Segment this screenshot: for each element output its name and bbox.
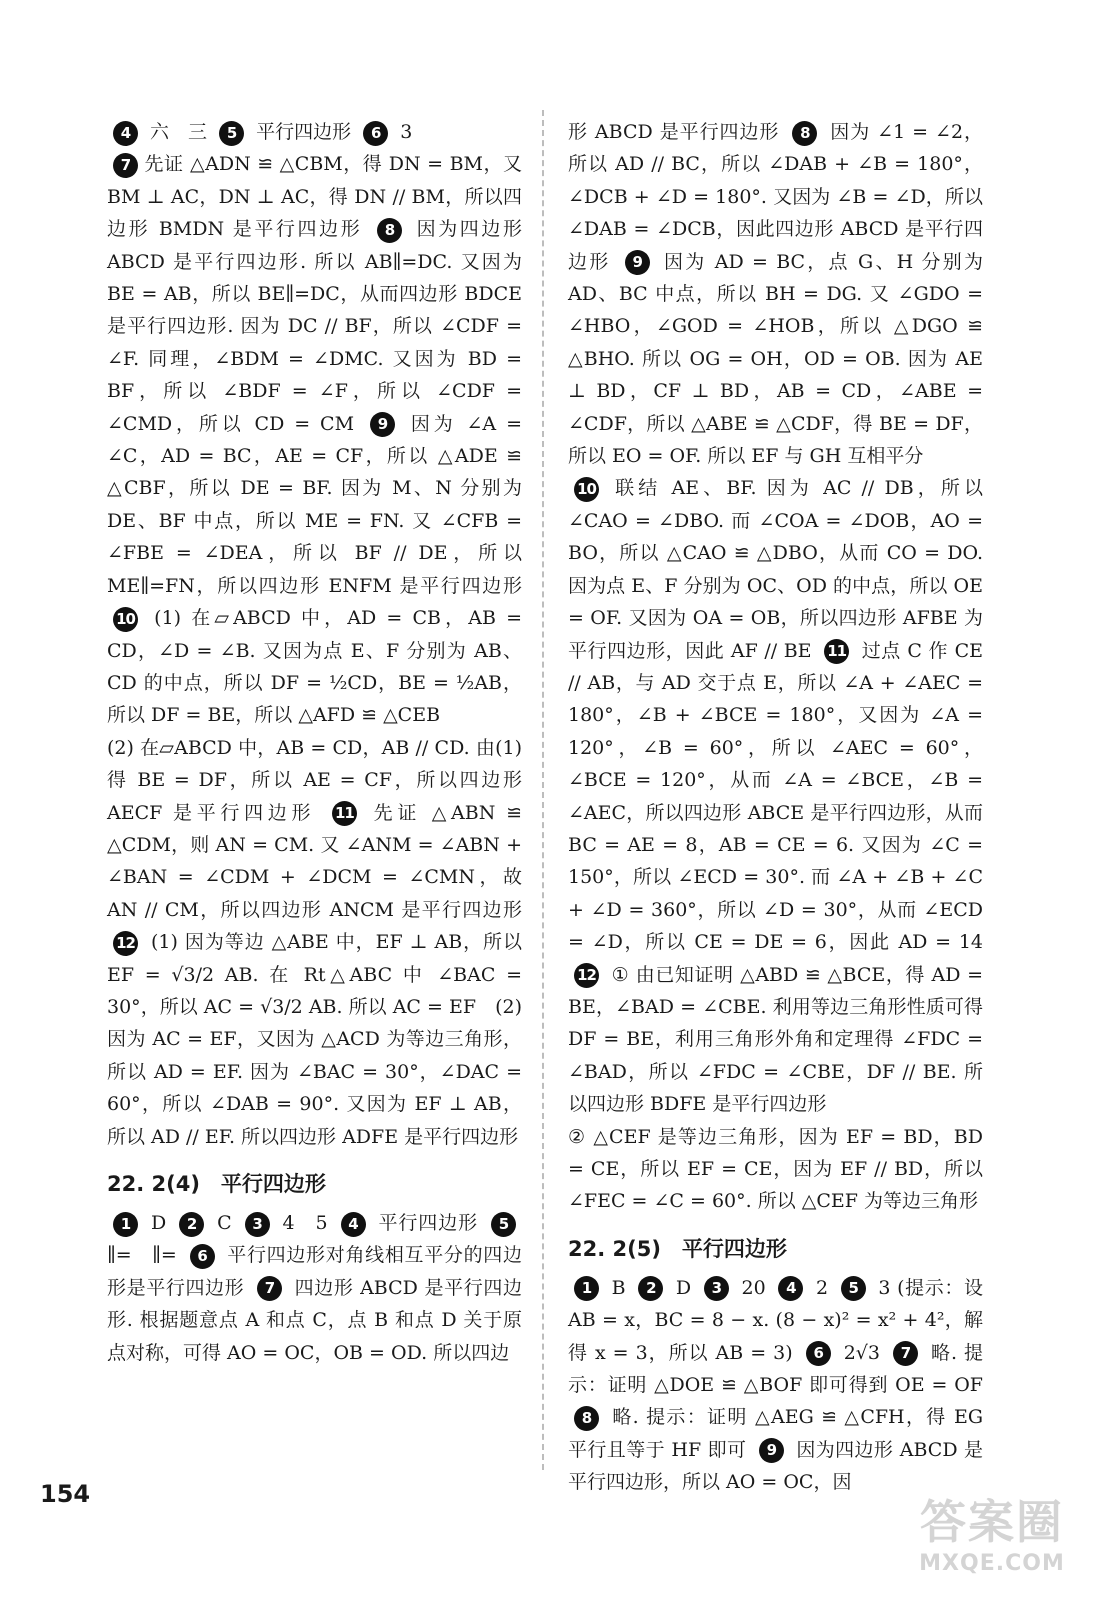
question-number-badge: 2 (638, 1276, 663, 1301)
question-number-badge: 4 (778, 1276, 803, 1301)
answer-paragraph (107, 148, 522, 731)
question-number-badge: 8 (792, 121, 817, 146)
question-number-badge: 7 (257, 1276, 282, 1301)
question-number-badge: 1 (574, 1276, 599, 1301)
question-number-badge: 6 (190, 1244, 215, 1269)
answer-text: 2 (809, 1276, 835, 1299)
answer-text: 平行四边形 (371, 1212, 485, 1234)
answer-paragraph (568, 116, 983, 472)
question-number-badge: 1 (113, 1212, 138, 1237)
question-number-badge: 3 (245, 1212, 270, 1237)
answer-text: 先证 △ABN ≌ △CDM，则 AN = CM. 又 ∠ANM = ∠ABN + ∠BAN = ∠CDM + ∠DCM = ∠CMN，故 AN // CM，所以四边形 ANCM 是平行四边形 (107, 801, 522, 921)
question-number-badge: 12 (113, 931, 138, 956)
answer-text: 联结 AE、BF. 因为 AC // DB，所以 ∠CAO = ∠DBO. 而 ∠COA = ∠DOB，AO = BO，所以 △CAO ≌ △DBO，从而 CO = DO. 因为点 E、F 分别为 OC、OD 的中点，所以 OE = OF. 又因为 OA = OB，所以四边形 AFBE 为平行四边形，因此 AF // BE (568, 477, 983, 662)
answer-text: C (210, 1212, 239, 1234)
question-number-badge: 4 (341, 1212, 366, 1237)
question-number-badge: 5 (841, 1276, 866, 1301)
column-divider (542, 110, 544, 1470)
question-number-badge: 8 (377, 218, 402, 243)
section-title: 22. 2(5) 平行四边形 (568, 1236, 787, 1261)
answer-text: 略. 提示：证明 △AEG ≌ △CFH，得 EG 平行且等于 HF 即可 (568, 1406, 983, 1461)
answer-text: 平行四边形对角线相互平分的四边形是平行四边形 (107, 1244, 523, 1299)
answer-text: (1) 在▱ABCD 中，AD = CB，AB = CD，∠D = ∠B. 又因为点 E、F 分别为 AB、CD 的中点，所以 DF = ½CD，BE = ½AB，所以 DF = BE，所以 △AFD ≌ △CEB (107, 607, 522, 727)
answer-text: 六 三 (144, 121, 214, 143)
answer-text: (1) 因为等边 △ABE 中，EF ⊥ AB，所以 EF = √3/2 AB. 在 Rt△ABC 中 ∠BAC = 30°，所以 AC = √3/2 AB. 所以 AC = EF (2) 因为 AC = EF，又因为 △ACD 为等边三角形，所以 AD = EF. 因为 ∠BAC = 30°，∠DAC = 60°，所以 ∠DAB = 90°. 又因为 EF ⊥ AB，所以 AD // EF. 所以四边形 ADFE 是平行四边形 (107, 931, 522, 1148)
answer-paragraph (568, 1121, 983, 1218)
answer-text: (2) 在▱ABCD 中，AB = CD，AB // CD. 由(1)得 BE = DF，所以 AE = CF，所以四边形 AECF 是平行四边形 (107, 736, 522, 824)
answer-text: 平行四边形 (250, 121, 358, 143)
question-number-badge: 5 (491, 1212, 516, 1237)
left-column (107, 116, 522, 1369)
question-number-badge: 10 (113, 607, 138, 632)
question-number-badge: 5 (219, 121, 244, 146)
question-number-badge: 3 (704, 1276, 729, 1301)
answer-text: D (669, 1276, 698, 1299)
answer-text: 因为四边形 ABCD 是平行四边形，所以 AO = OC，因 (568, 1438, 983, 1494)
answer-text: D (144, 1212, 174, 1234)
question-number-badge: 9 (370, 412, 395, 437)
question-number-badge: 2 (179, 1212, 204, 1237)
question-number-badge: 6 (806, 1341, 831, 1366)
question-number-badge: 11 (332, 801, 357, 826)
answer-paragraph (107, 1207, 522, 1369)
question-number-badge: 9 (759, 1438, 784, 1463)
answer-text: 20 (734, 1276, 773, 1299)
answer-text: 因为四边形 ABCD 是平行四边形. 所以 AB∥=DC. 又因为 BE = AB，所以 BE∥=DC，从而四边形 BDCE 是平行四边形. 因为 DC // BF，所以 ∠CDF = ∠F. 同理，∠BDM = ∠DMC. 又因为 BD = BF，所以 ∠BDF = ∠F，所以 ∠CDF = ∠CMD，所以 CD = CM (107, 218, 522, 435)
section-title: 22. 2(4) 平行四边形 (107, 1172, 326, 1196)
question-number-badge: 10 (574, 477, 599, 502)
answer-text: 3 (提示：设 AB = x，BC = 8 − x. (8 − x)² = x² + 4²，解得 x = 3，所以 AB = 3) (568, 1276, 984, 1364)
question-number-badge: 7 (113, 153, 138, 178)
question-number-badge: 12 (574, 963, 599, 988)
question-number-badge: 4 (113, 121, 138, 146)
answer-text: 先证 △ADN ≌ △CBM，得 DN = BM，又 BM ⊥ AC，DN ⊥ AC，得 DN // BM，所以四边形 BMDN 是平行四边形 (107, 153, 522, 241)
watermark-text: 答案圈 (920, 1495, 1064, 1549)
answer-paragraph (568, 1272, 983, 1499)
answer-text: 过点 C 作 CE // AB，与 AD 交于点 E，所以 ∠A + ∠AEC = 180°，∠B + ∠BCE = 180°，又因为 ∠A = 120°，∠B = 60°，所以 ∠AEC = 60°，∠BCE = 120°，从而 ∠A = ∠BCE，∠B = ∠AEC，所以四边形 ABCE 是平行四边形，从而 BC = AE = 8，AB = CE = 6. 又因为 ∠C = 150°，所以 ∠ECD = 30°. 而 ∠A + ∠B + ∠C + ∠D = 360°，所以 ∠D = 30°，从而 ∠ECD = ∠D，所以 CE = DE = 6，因此 AD = 14 (568, 639, 983, 954)
answer-text: 3 (394, 121, 413, 143)
answer-text: 因为 AD = BC，点 G、H 分别为 AD、BC 中点，所以 BH = DG. 又 ∠GDO = ∠HBO，∠GOD = ∠HOB，所以 △DGO ≌ △BHO. 所以 OG = OH，OD = OB. 因为 AE ⊥ BD，CF ⊥ BD，AB = CD，∠ABE = ∠CDF，所以 △ABE ≌ △CDF，得 BE = DF，所以 EO = OF. 所以 EF 与 GH 互相平分 (568, 250, 983, 468)
watermark-url: MXQE.COM (919, 1551, 1065, 1576)
answer-text: ∥= ∥= (107, 1244, 184, 1267)
answer-text: 四边形 ABCD 是平行四边形. 根据题意点 A 和点 C，点 B 和点 D 关于原点对称，可得 AO = OC，OB = OD. 所以四边 (107, 1276, 522, 1364)
answer-text: B (605, 1276, 633, 1299)
question-number-badge: 9 (625, 250, 650, 275)
answer-text: 形 ABCD 是平行四边形 (568, 121, 787, 143)
answer-text: 因为 ∠A = ∠C，AD = BC，AE = CF，所以 △ADE ≌ △CBF，所以 DE = BF. 因为 M、N 分别为 DE、BF 中点，所以 ME = FN. 又 ∠CFB = ∠FBE = ∠DEA，所以 BF // DE，所以 ME∥=FN，所以四边形 ENFM 是平行四边形 (107, 412, 522, 597)
question-number-badge: 7 (893, 1341, 918, 1366)
question-number-badge: 8 (574, 1406, 599, 1431)
answer-text: 因为 ∠1 = ∠2，所以 AD // BC，所以 ∠DAB + ∠B = 180°，∠DCB + ∠D = 180°. 又因为 ∠B = ∠D，所以 ∠DAB = ∠DCB，因此四边形 ABCD 是平行四边形 (568, 121, 983, 273)
answer-text: ① 由已知证明 △ABD ≌ △BCE，得 AD = BE，∠BAD = ∠CBE. 利用等边三角形性质可得 DF = BE，利用三角形外角和定理得 ∠FDC = ∠BAD，所以 ∠FDC = ∠CBE，DF // BE. 所以四边形 BDFE 是平行四边形 (568, 963, 983, 1116)
question-number-badge: 6 (363, 121, 388, 146)
answer-text: 2√3 (836, 1341, 887, 1364)
answer-paragraph (107, 732, 522, 1153)
page-number: 154 (40, 1480, 91, 1508)
answer-text: 略. 提示：证明 △DOE ≌ △BOF 即可得到 OE = OF (568, 1341, 983, 1397)
question-number-badge: 11 (824, 639, 849, 664)
answer-paragraph (107, 116, 522, 148)
answer-text: ② △CEF 是等边三角形，因为 EF = BD，BD = CE，所以 EF = CE，因为 EF // BD，所以 ∠FEC = ∠C = 60°. 所以 △CEF 为等边三角形 (568, 1125, 983, 1213)
right-column (568, 116, 983, 1499)
watermark-logo (902, 1494, 1082, 1590)
answer-text: 4 5 (275, 1212, 335, 1234)
answer-paragraph (568, 472, 983, 1120)
